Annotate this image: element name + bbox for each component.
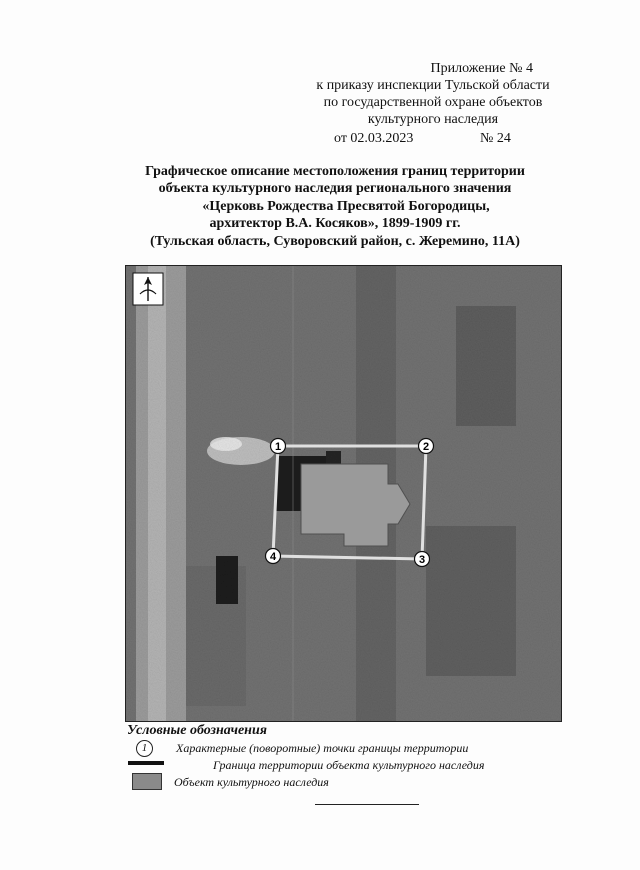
legend-object-label: Объект культурного наследия bbox=[174, 775, 329, 789]
svg-text:2: 2 bbox=[422, 441, 430, 453]
title-line-2: объекта культурного наследия регионального значения bbox=[158, 181, 512, 197]
svg-text:1: 1 bbox=[274, 441, 282, 453]
title-line-5: (Тульская область, Суворовский район, с. Жеремино, 11А) bbox=[150, 233, 520, 249]
appendix-order-ref-3: культурного наследия bbox=[367, 112, 499, 127]
legend-points-label: Характерные (поворотные) точки границы территории bbox=[176, 741, 469, 755]
boundary-point-4 bbox=[266, 549, 281, 564]
map-canvas bbox=[126, 266, 561, 721]
order-number: № 24 bbox=[480, 131, 511, 146]
aerial-map bbox=[125, 265, 562, 722]
appendix-order-ref: к приказу инспекции Тульской области bbox=[316, 78, 550, 93]
footer-rule bbox=[315, 804, 419, 805]
legend-object-symbol bbox=[132, 773, 162, 790]
legend-title: Условные обозначения bbox=[127, 723, 267, 738]
appendix-header bbox=[288, 60, 578, 128]
north-arrow-icon bbox=[133, 273, 163, 305]
boundary-point-1 bbox=[271, 439, 286, 454]
title-line-3: «Церковь Рождества Пресвятой Богородицы, bbox=[202, 198, 490, 214]
order-date-number bbox=[334, 131, 511, 147]
order-date: от 02.03.2023 bbox=[334, 131, 414, 146]
legend-point-symbol: 1 bbox=[136, 740, 153, 757]
svg-text:3: 3 bbox=[418, 554, 426, 566]
title-line-1: Графическое описание местоположения границ территории bbox=[145, 164, 525, 179]
boundary-point-2 bbox=[419, 439, 434, 454]
title-line-4: архитектор В.А. Косяков», 1899-1909 гг. bbox=[209, 216, 461, 232]
svg-text:4: 4 bbox=[269, 551, 277, 563]
boundary-point-3 bbox=[415, 552, 430, 567]
document-title bbox=[90, 163, 580, 250]
legend-boundary-label: Граница территории объекта культурного наследия bbox=[213, 758, 485, 772]
legend-boundary-symbol bbox=[128, 761, 164, 765]
appendix-title: Приложение № 4 bbox=[430, 61, 533, 76]
appendix-order-ref-2: по государственной охране объектов bbox=[323, 95, 543, 110]
